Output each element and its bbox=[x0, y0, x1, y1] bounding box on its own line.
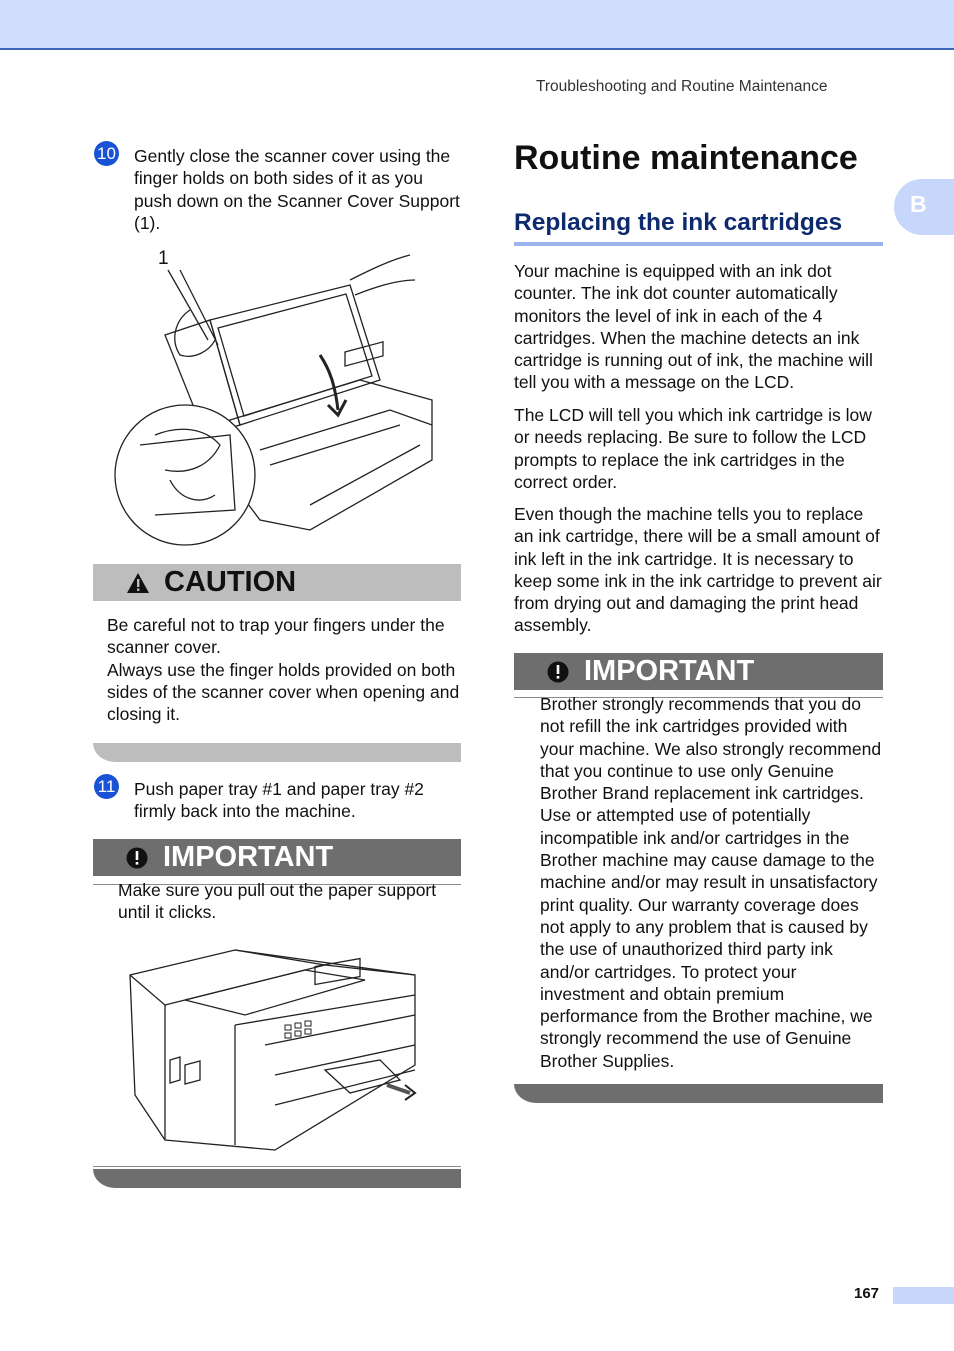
step-10-badge: 10 bbox=[94, 141, 119, 166]
caution-line-2: Always use the finger holds provided on both sides of the scanner cover when opening and closing it. bbox=[107, 659, 460, 725]
chapter-tab bbox=[894, 179, 954, 235]
important-footer-bar-right bbox=[514, 1084, 883, 1103]
important-text-right: Brother strongly recommends that you do not refill the ink cartridges provided with your machine. We also strongly recommend that you continue to use only Genuine Brother Brand replacement ink cartridges. Use or attempted use of potentially incompatible ink and/or cartridges in the Brother machine may cause damage to the machine and/or may result in unsatisfactory print quality. Our warranty coverage does not apply to any problem that is caused by the use of unauthorized third party ink and/or cartridges. To protect your investment and obtain premium performance from the Brother machine, we strongly recommend the use of Genuine Brother Supplies. bbox=[540, 694, 882, 1071]
paragraph-1: Your machine is equipped with an ink dot counter. The ink dot counter automatically monitors the level of ink in each of the 4 cartridges. When the machine detects an ink cartridge is running out of ink, the machine will tell you with a message on the LCD. bbox=[514, 261, 873, 393]
paragraph-3: Even though the machine tells you to replace an ink cartridge, there will be a small amount of ink left in the ink cartridge. It is necessary to keep some ink in the ink cartridge to prevent air from drying out and damaging the print head assembly. bbox=[514, 504, 882, 636]
caution-body bbox=[107, 614, 463, 725]
exclamation-icon bbox=[547, 661, 569, 683]
step-11-paragraph: Push paper tray #1 and paper tray #2 firmly back into the machine. bbox=[134, 779, 424, 822]
scanner-cover-illustration bbox=[110, 250, 440, 550]
caution-banner bbox=[93, 564, 461, 601]
warning-icon bbox=[126, 572, 150, 594]
important-banner-right bbox=[514, 653, 883, 690]
step-10-paragraph: Gently close the scanner cover using the finger holds on both sides of it as you push down on the Scanner Cover Support (1). bbox=[134, 146, 460, 233]
machine-paper-support-illustration bbox=[125, 945, 425, 1155]
caution-line-1: Be careful not to trap your fingers under the scanner cover. bbox=[107, 615, 445, 658]
chapter-letter: B bbox=[910, 191, 927, 217]
section-heading: Replacing the ink cartridges bbox=[514, 209, 843, 236]
important-title-left: IMPORTANT bbox=[163, 841, 334, 873]
footer-tab bbox=[893, 1287, 954, 1304]
important-banner-left bbox=[93, 839, 461, 876]
lcd-paragraph bbox=[514, 404, 884, 493]
step-10-text bbox=[134, 145, 462, 234]
important-bottom-line-left bbox=[93, 1166, 461, 1167]
page-title: Routine maintenance bbox=[514, 139, 858, 177]
caution-title: CAUTION bbox=[164, 566, 297, 598]
important-text-left: Make sure you pull out the paper support until it clicks. bbox=[118, 880, 437, 923]
step-11-badge: 11 bbox=[94, 774, 119, 799]
exclamation-icon bbox=[126, 847, 148, 869]
section-heading-rule bbox=[514, 242, 883, 246]
important-body-right bbox=[540, 693, 885, 1072]
important-body-left bbox=[118, 879, 463, 924]
important-title-right: IMPORTANT bbox=[584, 655, 755, 687]
important-footer-bar-left bbox=[93, 1169, 461, 1188]
remaining-ink-paragraph bbox=[514, 503, 884, 637]
ink-counter-paragraph bbox=[514, 260, 884, 394]
step-11-text bbox=[134, 778, 462, 823]
caution-footer-bar bbox=[93, 743, 461, 762]
page-number: 167 bbox=[854, 1285, 880, 1302]
header-band bbox=[0, 0, 954, 50]
paragraph-2: The LCD will tell you which ink cartridge is low or needs replacing. Be sure to follow the LCD prompts to replace the ink cartridges in the correct order. bbox=[514, 405, 872, 492]
figure-callout-1: 1 bbox=[158, 248, 169, 269]
running-header: Troubleshooting and Routine Maintenance bbox=[536, 78, 828, 95]
